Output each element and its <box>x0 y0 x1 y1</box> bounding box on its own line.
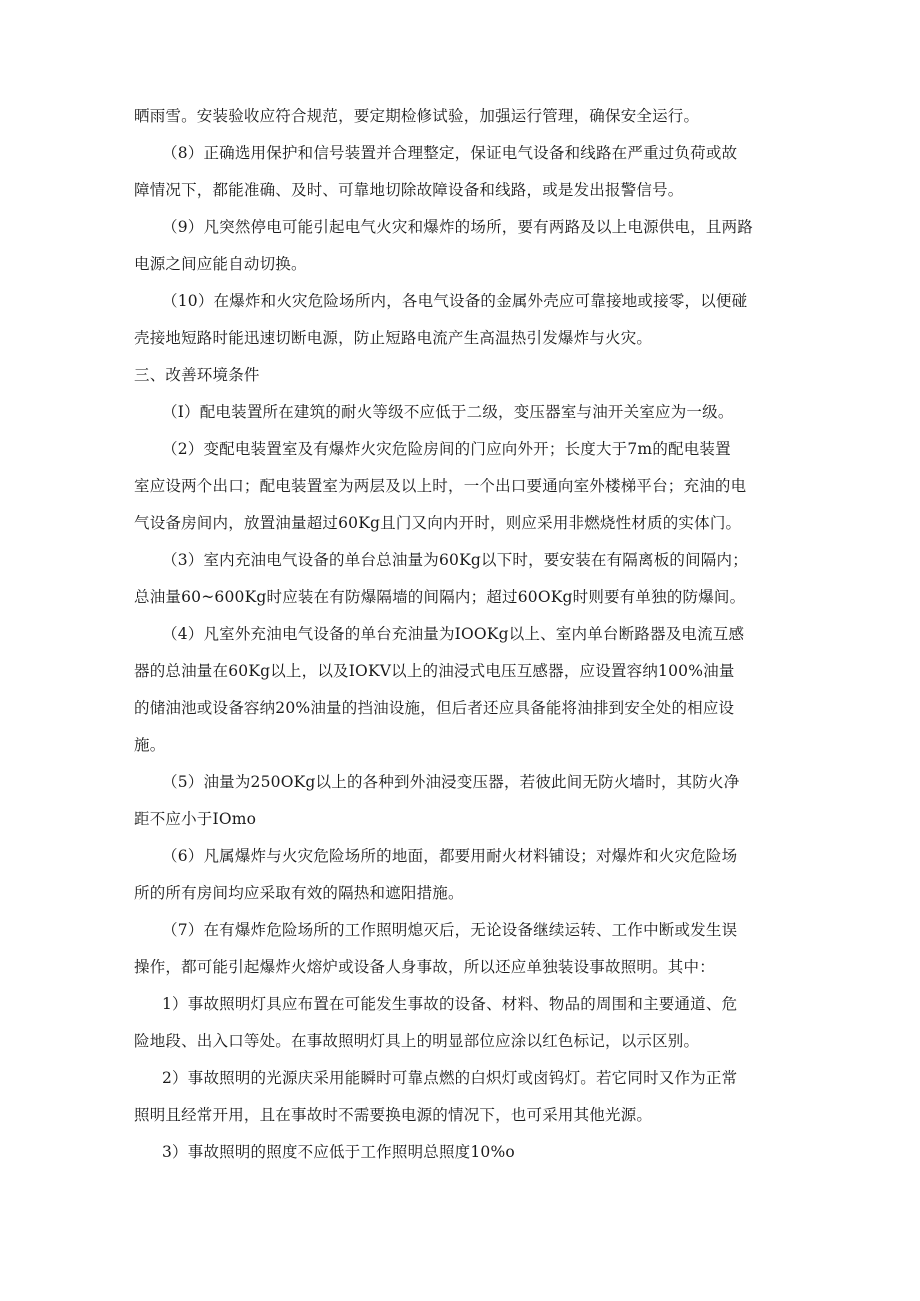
item-3-line: （3）室内充油电气设备的单台总油量为60Kg以下时，要安装在有隔离板的间隔内； <box>162 551 748 569</box>
body-line: 壳接地短路时能迅速切断电源，防止短路电流产生高温热引发爆炸与火灾。 <box>134 329 653 347</box>
body-line: 操作，都可能引起爆炸火熔炉或设备人身事故，所以还应单独装设事故照明。其中： <box>134 958 715 976</box>
body-line: 器的总油量在60Kg以上，以及IOKV以上的油浸式电压互感器，应设置容纳100%油量 <box>134 662 735 680</box>
section-heading: 三、改善环境条件 <box>134 366 260 384</box>
subitem-3-line: 3）事故照明的照度不应低于工作照明总照度10%o <box>162 1143 515 1161</box>
body-line: 室应设两个出口；配电装置室为两层及以上时，一个出口要通向室外楼梯平台；充油的电 <box>134 477 747 495</box>
item-2-line: （2）变配电装置室及有爆炸火灾危险房间的门应向外开；长度大于7m的配电装置 <box>162 440 731 458</box>
subitem-2-line: 2）事故照明的光源庆采用能瞬时可靠点燃的白炽灯或卤钨灯。若它同时又作为正常 <box>162 1069 738 1087</box>
item-7-line: （7）在有爆炸危险场所的工作照明熄灭后，无论设备继续运转、工作中断或发生误 <box>162 921 738 939</box>
body-line: 晒雨雪。安装验收应符合规范，要定期检修试验，加强运行管理，确保安全运行。 <box>134 107 700 125</box>
body-line: 气设备房间内，放置油量超过60Kg且门又向内开时，则应采用非燃烧性材质的实体门。 <box>134 514 742 532</box>
body-line: 施。 <box>134 736 166 754</box>
item-5-line: （5）油量为250OKg以上的各种到外油浸变压器，若彼此间无防火墙时，其防火净 <box>162 773 740 791</box>
body-line: 照明且经常开用，且在事故时不需要换电源的情况下，也可采用其他光源。 <box>134 1106 653 1124</box>
item-6-line: （6）凡属爆炸与火灾危险场所的地面，都要用耐火材料铺设；对爆炸和火灾危险场 <box>162 847 738 865</box>
item-4-line: （4）凡室外充油电气设备的单台充油量为IOOKg以上、室内单台断路器及电流互感 <box>162 625 745 643</box>
body-line: 总油量60~600Kg时应装在有防爆隔墙的间隔内；超过60OKg时则要有单独的防爆间。 <box>134 588 746 606</box>
body-line: 距不应小于IOmo <box>134 810 257 828</box>
item-8-line: （8）正确选用保护和信号装置并合理整定，保证电气设备和线路在严重过负荷或故 <box>162 144 738 162</box>
body-line: 险地段、出入口等处。在事故照明灯具上的明显部位应涂以红色标记，以示区别。 <box>134 1032 700 1050</box>
body-line: 障情况下，都能准确、及时、可靠地切除故障设备和线路，或是发出报警信号。 <box>134 181 684 199</box>
body-line: 所的所有房间均应采取有效的隔热和遮阳措施。 <box>134 884 464 902</box>
body-line: 电源之间应能自动切换。 <box>134 255 307 273</box>
item-9-line: （9）凡突然停电可能引起电气火灾和爆炸的场所，要有两路及以上电源供电，且两路 <box>162 218 753 236</box>
body-line: 的储油池或设备容纳20%油量的挡油设施，但后者还应具备能将油排到安全处的相应设 <box>134 699 735 717</box>
item-10-line: （10）在爆炸和火灾危险场所内，各电气设备的金属外壳应可靠接地或接零，以便碰 <box>162 292 748 310</box>
subitem-1-line: 1）事故照明灯具应布置在可能发生事故的设备、材料、物品的周围和主要通道、危 <box>162 995 738 1013</box>
item-1-line: （I）配电装置所在建筑的耐火等级不应低于二级，变压器室与油开关室应为一级。 <box>162 403 734 421</box>
